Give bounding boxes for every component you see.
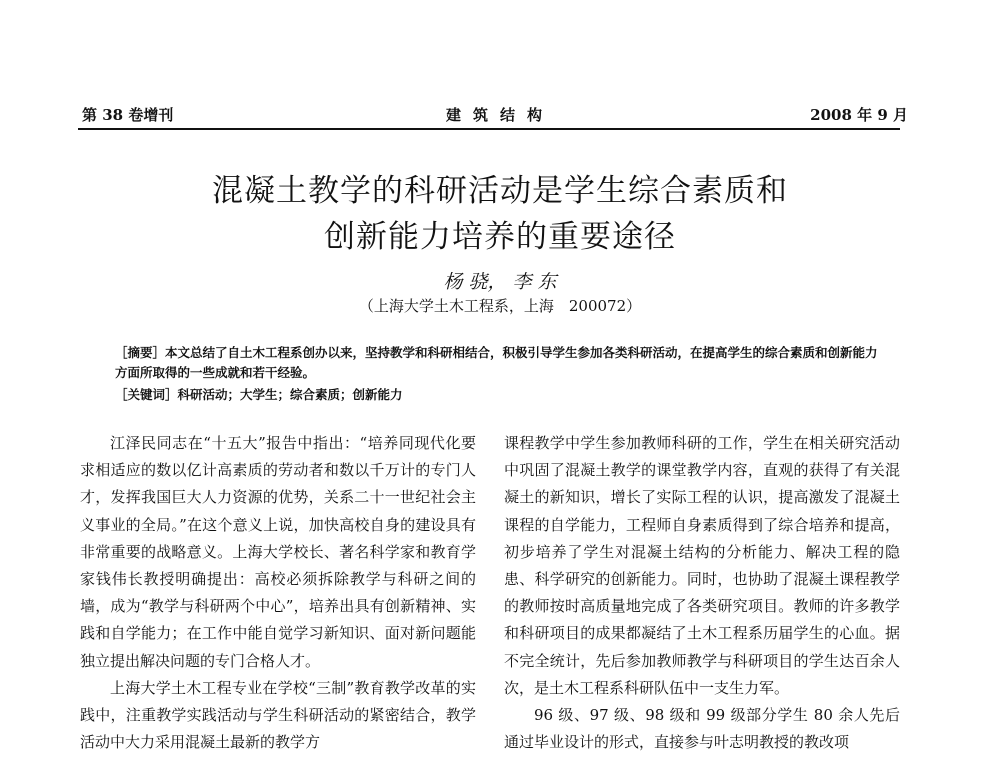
paragraph: 课程教学中学生参加教师科研的工作，学生在相关研究活动中巩固了混凝土教学的课堂教学内容，直观的获得了有关混凝土的新知识，增长了实际工程的认识，提高激发了混凝土课程的自学能力，工程师自身素质得到了综合培养和提高，初步培养了学生对混凝土结构的分析能力、解决工程的隐患、科学研究的创新能力。同时，也协助了混凝土课程教学的教师按时高质量地完成了各类研究项目。教师的许多教学和科研项目的成果都凝结了土木工程系历届学生的心血。据不完全统计，先后参加教师教学与科研项目的学生达百余人次，是土木工程系科研队伍中一支生力军。 xyxy=(504,434,900,697)
paper-title-line-2: 创新能力培养的重要途径 xyxy=(324,219,676,255)
paragraph: 上海大学土木工程专业在学校“三制”教育教学改革的实践中，注重教学实践活动与学生科研活动的紧密结合，教学活动中大力采用混凝土最新的教学方 xyxy=(80,678,476,752)
paper-title-line-1: 混凝土教学的科研活动是学生综合素质和 xyxy=(212,173,788,209)
keywords: ［关键词］科研活动；大学生；综合素质；创新能力 xyxy=(115,387,403,402)
paragraph: 江泽民同志在“十五大”报告中指出：“培养同现代化要求相适应的数以亿计高素质的劳动者和数以千万计的专门人才，发挥我国巨大人力资源的优势，关系二十一世纪社会主义事业的全局。”在这个意义上说，加快高校自身的建设具有非常重要的战略意义。上海大学校长、著名科学家和教育学家钱伟长教授明确提出：高校必须拆除教学与科研之间的墙，成为“教学与科研两个中心”，培养出具有创新精神、实践和自学能力；在工作中能自觉学习新知识、面对新问题能独立提出解决问题的专门合格人才。 xyxy=(80,434,476,670)
authors: 杨 骁， 李 东 xyxy=(443,271,557,293)
affiliation: （上海大学土木工程系，上海 200072） xyxy=(358,297,642,315)
abstract: ［摘要］本文总结了自土木工程系创办以来，坚持教学和科研相结合，积极引导学生参加各类科研活动，在提高学生的综合素质和创新能力方面所取得的一些成就和若干经验。 xyxy=(115,345,878,380)
body-column-right xyxy=(504,430,900,756)
paragraph: 96 级、97 级、98 级和 99 级部分学生 80 余人先后通过毕业设计的形式，直接参与叶志明教授的教改项 xyxy=(504,706,900,752)
issue-date: 2008 年 9 月 xyxy=(810,106,908,124)
journal-volume: 第 38 卷增刊 xyxy=(82,106,174,124)
body-column-left xyxy=(80,430,476,756)
header-rule xyxy=(78,128,900,130)
journal-name: 建筑结构 xyxy=(445,106,554,124)
